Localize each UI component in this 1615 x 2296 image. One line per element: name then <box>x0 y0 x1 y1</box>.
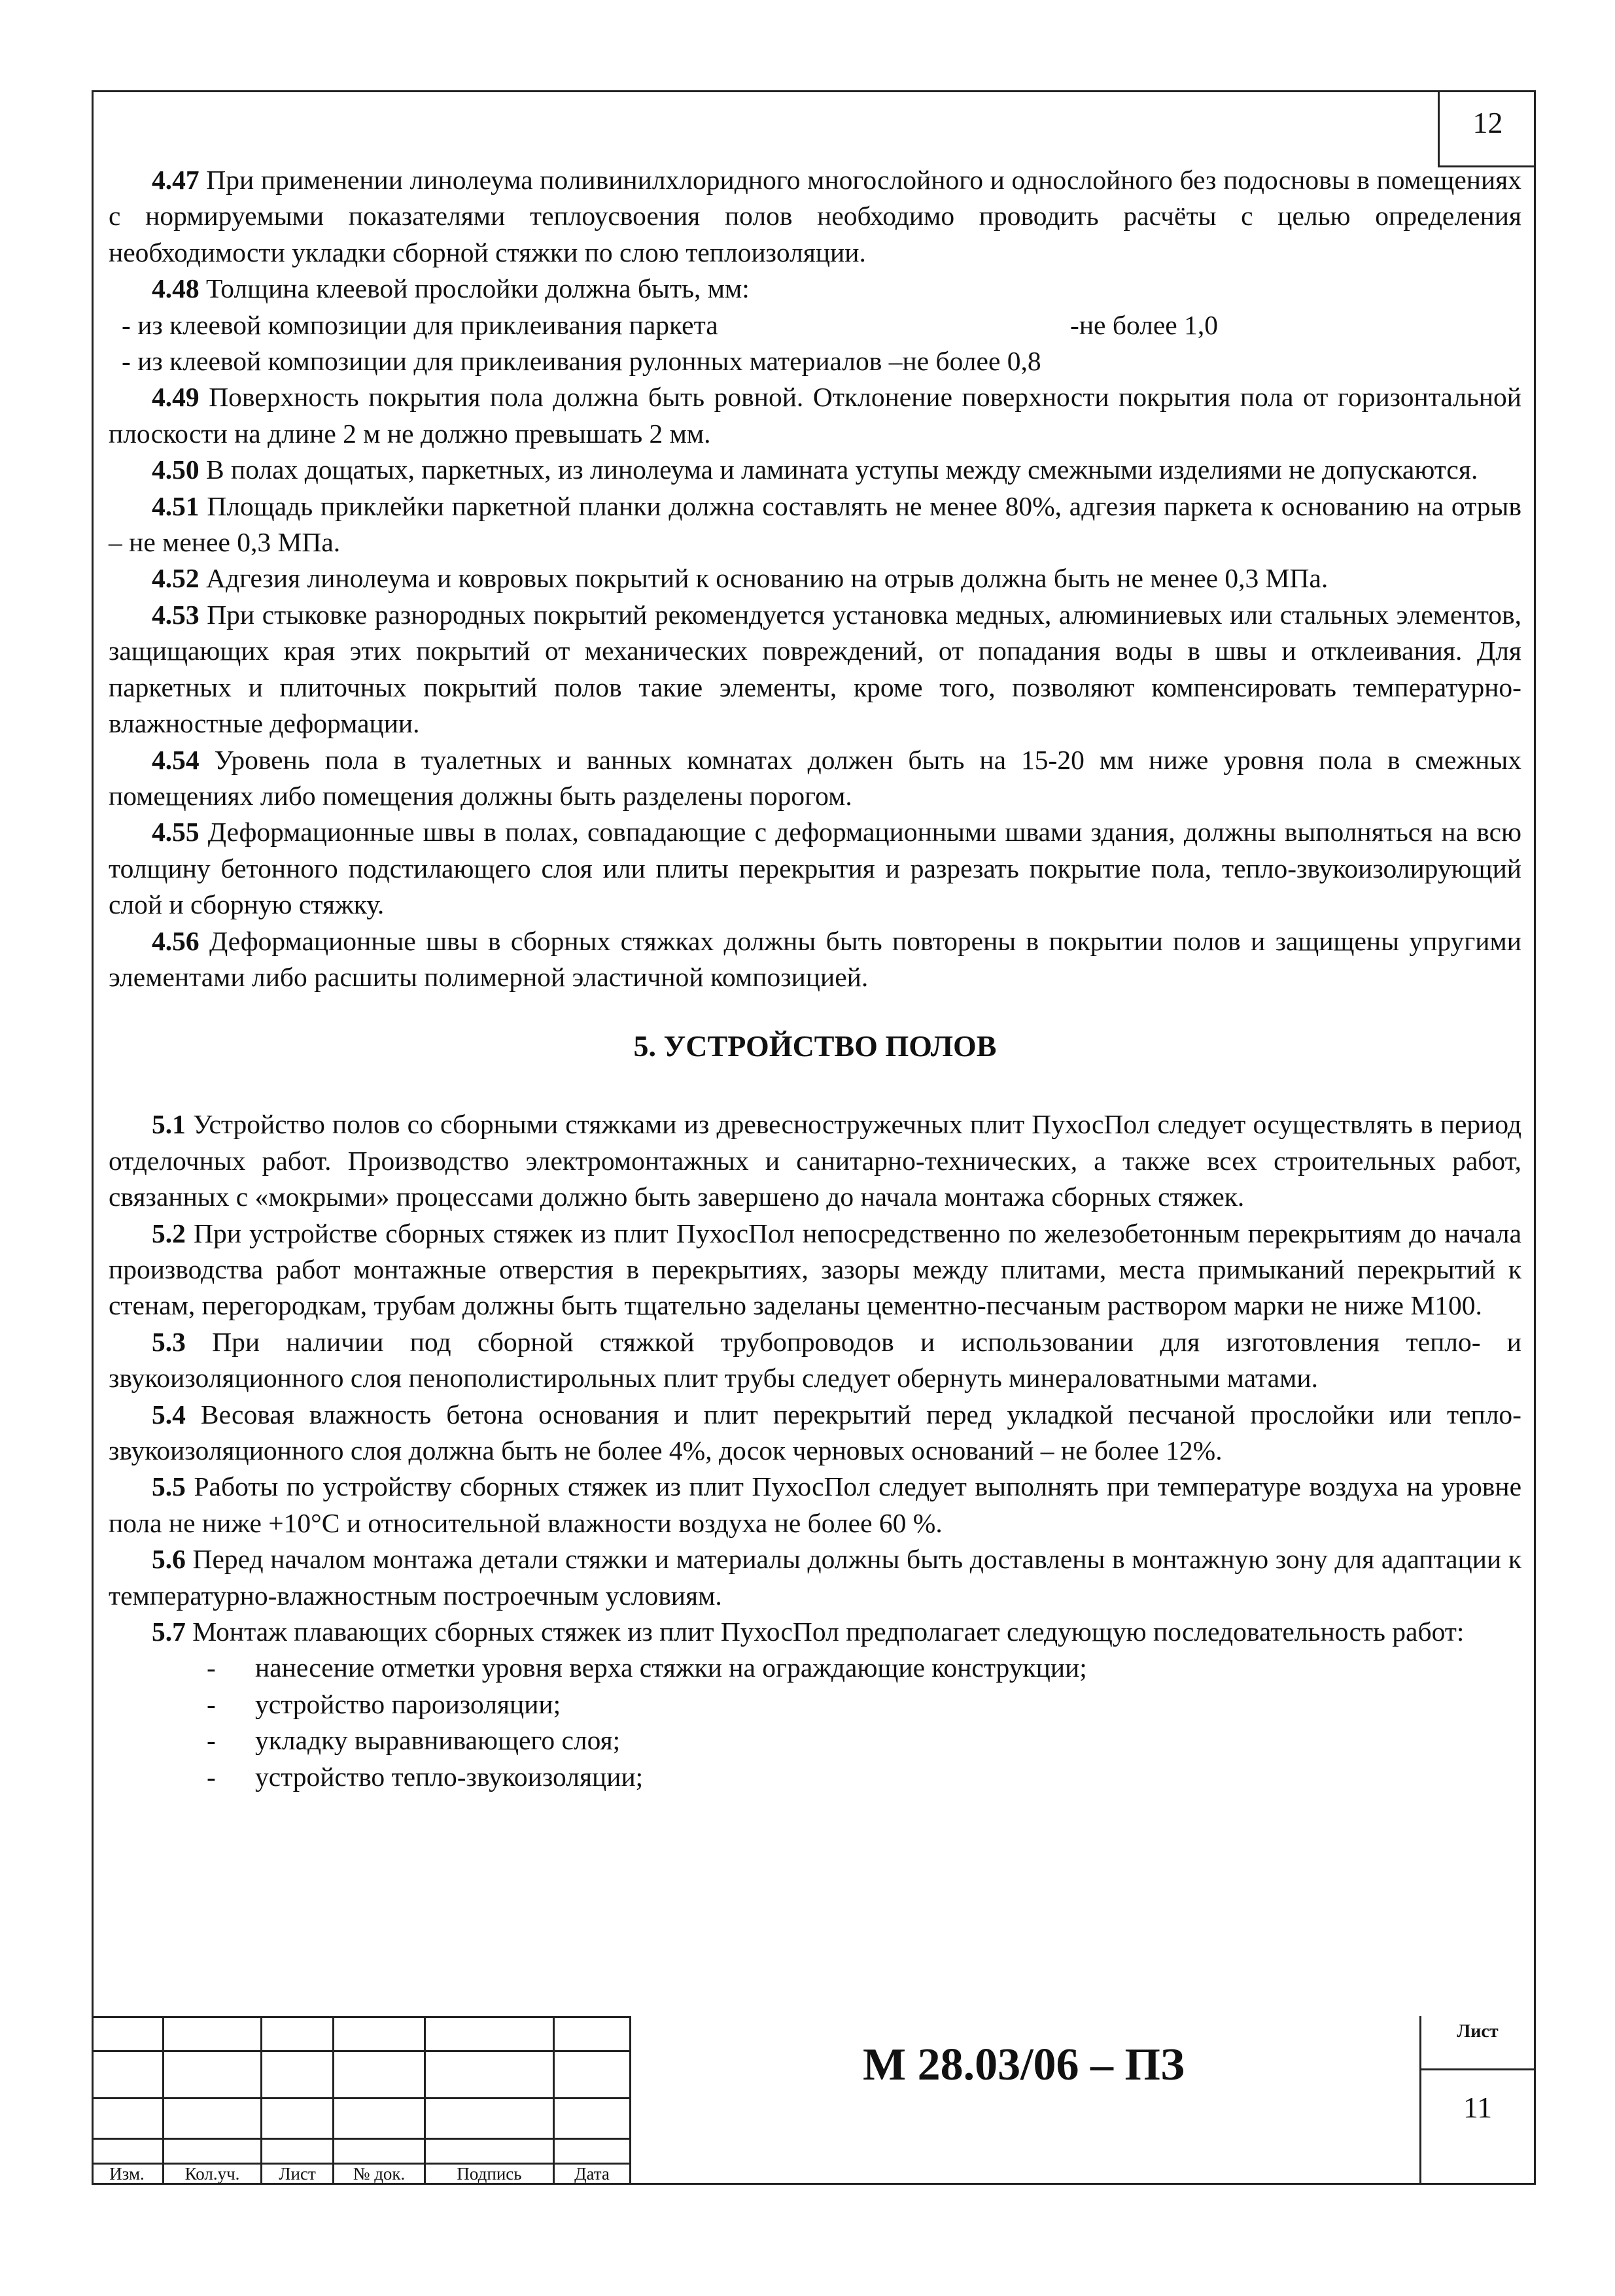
paragraph-number: 4.55 <box>152 817 200 848</box>
paragraph-number: 4.53 <box>152 599 200 630</box>
title-block <box>92 2016 1536 2185</box>
paragraph-number: 4.56 <box>152 925 200 956</box>
col-date: Дата <box>574 2164 610 2184</box>
paragraph <box>109 597 1521 742</box>
paragraph <box>109 1216 1521 1324</box>
paragraph-text: Деформационные швы в полах, совпадающие с деформационными швами здания, должны выполняться на всю толщину бетонного подстилающего слоя или плиты перекрытия и разрезать покрытие пола, тепло-звукоизолирующий слой и сборную стяжку. <box>109 817 1521 920</box>
glue-row-label: - из клеевой композиции для приклеивания паркета <box>122 309 718 340</box>
paragraph <box>109 271 1521 307</box>
list-item-text: устройство пароизоляции; <box>255 1688 561 1719</box>
col-list: Лист <box>279 2164 316 2184</box>
paragraph <box>109 814 1521 923</box>
paragraph-number: 4.51 <box>152 490 200 521</box>
paragraph-group-4-49 <box>109 379 1521 995</box>
paragraph-text: Адгезия линолеума и ковровых покрытий к основанию на отрыв должна быть не менее 0,3 МПа. <box>199 563 1328 594</box>
col-kol-uch: Кол.уч. <box>184 2164 240 2184</box>
paragraph-text: В полах дощатых, паркетных, из линолеума и ламината уступы между смежными изделиями не допускаются. <box>199 454 1478 485</box>
list-item-text: устройство тепло-звукоизоляции; <box>255 1761 644 1792</box>
list-item-text: укладку выравнивающего слоя; <box>255 1725 621 1756</box>
paragraph-text: Уровень пола в туалетных и ванных комнатах должен быть на 15-20 мм ниже уровня пола в смежных помещениях либо помещения должны быть разделены порогом. <box>109 744 1521 811</box>
paragraph <box>109 1541 1521 1614</box>
paragraph-text: Весовая влажность бетона основания и плит перекрытий перед укладкой песчаной прослойки или тепло-звукоизоляционного слоя должна быть не более 4%, досок черновых оснований – не более 12%. <box>109 1399 1521 1465</box>
paragraph <box>109 452 1521 488</box>
sheet-label: Лист <box>1457 2021 1499 2042</box>
sheet-number: 11 <box>1463 2091 1493 2124</box>
work-sequence-list <box>109 1650 1521 1795</box>
bullet-dash: - <box>207 1653 216 1683</box>
list-item <box>109 1759 1521 1795</box>
list-item-text: нанесение отметки уровня верха стяжки на ограждающие конструкции; <box>255 1653 1087 1683</box>
glue-row-value: -не более 1,0 <box>1070 309 1218 340</box>
glue-row <box>109 307 1521 343</box>
paragraph-number: 4.49 <box>152 382 200 413</box>
paragraph-group-5 <box>109 1106 1521 1650</box>
paragraph <box>109 560 1521 596</box>
paragraph <box>109 162 1521 271</box>
glue-row <box>109 343 1521 379</box>
paragraph-number: 5.2 <box>152 1218 186 1248</box>
bullet-dash: - <box>207 1761 216 1792</box>
paragraph <box>109 1469 1521 1541</box>
paragraph-text: Деформационные швы в сборных стяжках должны быть повторены в покрытии полов и защищены упругими элементами либо расшиты полимерной эластичной композицией. <box>109 925 1521 992</box>
paragraph-text: Толщина клеевой прослойки должна быть, мм: <box>199 273 750 304</box>
document-body <box>109 162 1521 1795</box>
col-doc-no: № док. <box>353 2164 406 2184</box>
paragraph-text: Поверхность покрытия пола должна быть ровной. Отклонение поверхности покрытия пола от горизонтальной плоскости на длине 2 м не должно превышать 2 мм. <box>109 382 1521 449</box>
paragraph-text: Площадь приклейки паркетной планки должна составлять не менее 80%, адгезия паркета к основанию на отрыв – не менее 0,3 МПа. <box>109 490 1521 558</box>
paragraph-text: При наличии под сборной стяжкой трубопроводов и использовании для изготовления тепло- и звукоизоляционного слоя пенополистирольных плит трубы следует обернуть минераловатными матами. <box>109 1326 1521 1394</box>
document-code: М 28.03/06 – ПЗ <box>863 2040 1185 2090</box>
paragraph-text: При применении линолеума поливинилхлоридного многослойного и однослойного без подосновы в помещениях с нормируемыми показателями теплоусвоения полов необходимо проводить расчёты с целью определения необходимости укладки сборной стяжки по слою теплоизоляции. <box>109 165 1521 267</box>
paragraph <box>109 1614 1521 1650</box>
page-number-top: 12 <box>1438 90 1536 167</box>
glue-thickness-list <box>109 307 1521 380</box>
bullet-dash: - <box>207 1688 216 1719</box>
paragraph-number: 4.50 <box>152 454 200 485</box>
paragraph-number: 4.47 <box>152 165 200 195</box>
col-izm: Изм. <box>109 2164 145 2184</box>
paragraph-number: 5.3 <box>152 1326 186 1357</box>
paragraph-number: 4.48 <box>152 273 200 304</box>
glue-row-label: - из клеевой композиции для приклеивания рулонных материалов –не более 0,8 <box>122 346 1041 377</box>
paragraph-number: 5.4 <box>152 1399 186 1430</box>
col-signature: Подпись <box>457 2164 522 2184</box>
paragraph-number: 5.1 <box>152 1109 186 1140</box>
paragraph-number: 5.7 <box>152 1617 186 1647</box>
paragraph <box>109 1106 1521 1215</box>
paragraph-group-4-47 <box>109 162 1521 307</box>
paragraph-number: 4.52 <box>152 563 200 594</box>
paragraph <box>109 379 1521 452</box>
paragraph-text: Монтаж плавающих сборных стяжек из плит ПухосПол предполагает следующую последовательность работ: <box>185 1617 1465 1647</box>
list-item <box>109 1650 1521 1686</box>
paragraph <box>109 1324 1521 1397</box>
list-item <box>109 1687 1521 1722</box>
paragraph-text: Перед началом монтажа детали стяжки и материалы должны быть доставлены в монтажную зону для адаптации к температурно-влажностным построечным условиям. <box>109 1544 1521 1611</box>
paragraph-text: При стыковке разнородных покрытий рекомендуется установка медных, алюминиевых или стальных элементов, защищающих края этих покрытий от механических повреждений, от попадания воды в швы и отклеивания. Для паркетных и плиточных покрытий полов такие элементы, кроме того, позволяют компенсировать температурно-влажностные деформации. <box>109 599 1521 739</box>
paragraph-text: Устройство полов со сборными стяжками из древесностружечных плит ПухосПол следует осуществлять в период отделочных работ. Производство электромонтажных и санитарно-технических, а также всех строительных работ, связанных с «мокрыми» процессами должно быть завершено до начала монтажа сборных стяжек. <box>109 1109 1521 1212</box>
bullet-dash: - <box>207 1725 216 1756</box>
paragraph-number: 5.6 <box>152 1544 186 1575</box>
paragraph <box>109 923 1521 996</box>
paragraph <box>109 488 1521 561</box>
paragraph-text: При устройстве сборных стяжек из плит ПухосПол непосредственно по железобетонным перекрытиям до начала производства работ монтажные отверстия в перекрытиях, зазоры между плитами, места примыканий перекрытий к стенам, перегородкам, трубам должны быть тщательно заделаны цементно-песчаным раствором марки не ниже М100. <box>109 1218 1521 1321</box>
paragraph-number: 5.5 <box>152 1471 186 1502</box>
paragraph-text: Работы по устройству сборных стяжек из плит ПухосПол следует выполнять при температуре воздуха на уровне пола не ниже +10°С и относительной влажности воздуха не более 60 %. <box>109 1471 1521 1538</box>
list-item <box>109 1722 1521 1758</box>
section-heading: 5. УСТРОЙСТВО ПОЛОВ <box>633 1029 997 1063</box>
paragraph <box>109 742 1521 815</box>
paragraph-number: 4.54 <box>152 744 200 775</box>
paragraph <box>109 1397 1521 1469</box>
